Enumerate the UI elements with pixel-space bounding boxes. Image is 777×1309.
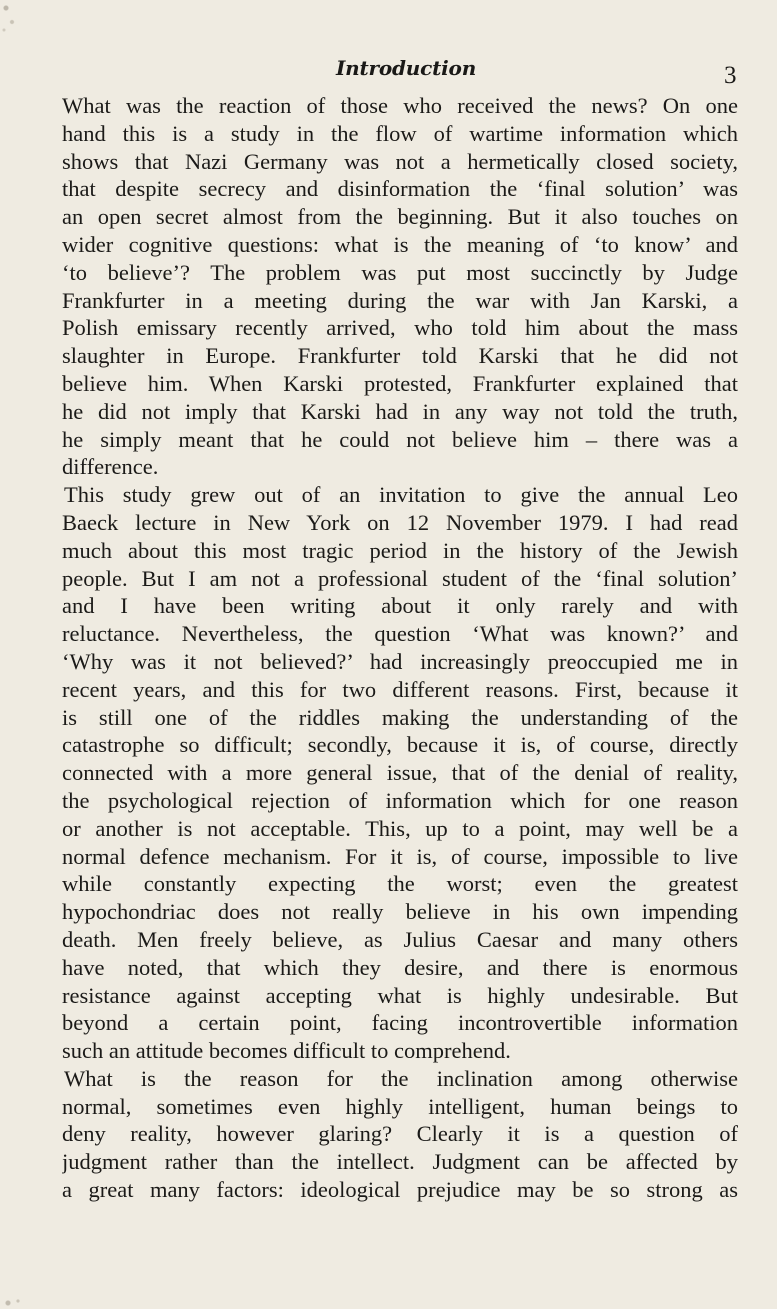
running-head [0, 54, 777, 89]
text-line: recent years, and this for two different reasons. First, because it [62, 676, 738, 702]
text-line: judgment rather than the intellect. Judgment can be affected by [62, 1149, 738, 1175]
text-line: while constantly expecting the worst; even the greatest [62, 871, 738, 897]
page-edge-speckle [0, 0, 22, 40]
text-line: believe him. When Karski protested, Frankfurter explained that [62, 370, 738, 396]
text-line: the psychological rejection of information which for one reason [62, 787, 738, 813]
text-line: hypochondriac does not really believe in his own impending [62, 899, 738, 925]
text-line: normal defence mechanism. For it is, of course, impossible to live [62, 843, 738, 869]
text-line: ‘to believe’? The problem was put most succinctly by Judge [62, 259, 738, 285]
text-line: or another is not acceptable. This, up to a point, may well be a [62, 815, 738, 841]
text-line: slaughter in Europe. Frankfurter told Karski that he did not [62, 343, 738, 369]
text-line: that despite secrecy and disinformation the ‘final solution’ was [62, 176, 738, 202]
text-line: Baeck lecture in New York on 12 November 1979. I had read [62, 509, 738, 535]
text-line: death. Men freely believe, as Julius Caesar and many others [62, 926, 738, 952]
text-line: difference. [62, 454, 159, 480]
text-line: connected with a more general issue, that of the denial of reality, [62, 760, 738, 786]
text-line: shows that Nazi Germany was not a hermetically closed society, [62, 148, 738, 174]
text-line: What is the reason for the inclination among otherwise [64, 1065, 738, 1091]
text-line: he did not imply that Karski had in any way not told the truth, [62, 398, 738, 424]
text-line: have noted, that which they desire, and there is enormous [62, 954, 738, 980]
chapter-title: Introduction [336, 56, 477, 80]
text-line: and I have been writing about it only rarely and with [62, 593, 738, 619]
text-line: resistance against accepting what is highly undesirable. But [62, 982, 738, 1008]
page-number: 3 [724, 62, 737, 89]
text-line: he simply meant that he could not believe him – there was a [62, 426, 738, 452]
text-line: is still one of the riddles making the understanding of the [62, 704, 738, 730]
text-line: What was the reaction of those who received the news? On one [62, 93, 738, 118]
text-line: reluctance. Nevertheless, the question ‘What was known?’ and [62, 621, 738, 647]
text-line: This study grew out of an invitation to give the annual Leo [64, 482, 738, 508]
text-line: a great many factors: ideological prejudice may be so strong as [62, 1177, 738, 1203]
text-line: beyond a certain point, facing incontrovertible information [62, 1010, 738, 1036]
text-line: Polish emissary recently arrived, who told him about the mass [62, 315, 738, 341]
body-text [62, 92, 738, 1204]
text-line: catastrophe so difficult; secondly, because it is, of course, directly [62, 732, 738, 758]
text-line: much about this most tragic period in the history of the Jewish [62, 537, 738, 563]
text-line: Frankfurter in a meeting during the war with Jan Karski, a [62, 287, 738, 313]
text-line: people. But I am not a professional student of the ‘final solution’ [62, 565, 738, 591]
text-line: such an attitude becomes difficult to comprehend. [62, 1038, 511, 1064]
text-line: an open secret almost from the beginning. But it also touches on [62, 204, 738, 230]
page-edge-speckle-bottom [0, 1295, 30, 1309]
text-line: normal, sometimes even highly intelligent, human beings to [62, 1093, 738, 1119]
text-line: hand this is a study in the flow of wartime information which [62, 120, 738, 146]
text-line: ‘Why was it not believed?’ had increasingly preoccupied me in [62, 648, 738, 674]
text-line: deny reality, however glaring? Clearly it is a question of [62, 1121, 738, 1147]
text-line: wider cognitive questions: what is the meaning of ‘to know’ and [62, 231, 738, 257]
